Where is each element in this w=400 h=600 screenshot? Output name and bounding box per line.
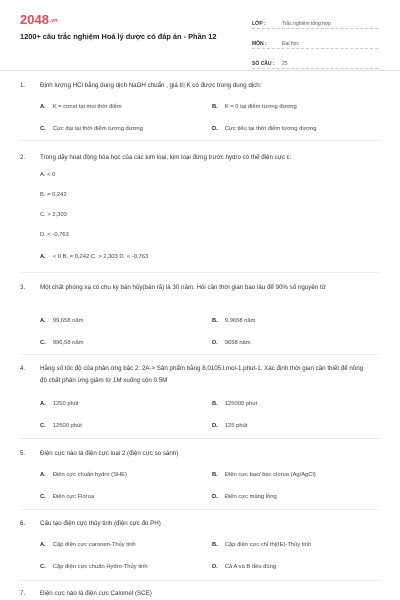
document-title: 1200+ câu trắc nghiệm Hoá lý dược có đáp án - Phần 12 xyxy=(20,32,217,41)
option-a[interactable] xyxy=(40,254,148,260)
question-body: Cấu tạo điện cực thủy tinh (điện cực đo PH) xyxy=(40,520,161,527)
question-divider xyxy=(20,509,380,510)
option-label: C. xyxy=(40,494,46,500)
choice-line-c: C. > 2,303 xyxy=(40,212,67,218)
option-b[interactable] xyxy=(212,318,255,324)
option-c[interactable] xyxy=(40,494,94,500)
option-label: B. xyxy=(212,472,218,478)
option-text: < 0 B. = 0,242 C. > 2,303 D. < -0,763 xyxy=(52,254,149,260)
option-text: 12500 phút xyxy=(52,423,82,429)
option-label: A. xyxy=(40,254,46,260)
option-text: Điện cực chuẩn hydro (SHE) xyxy=(52,472,127,478)
option-b[interactable] xyxy=(212,401,257,407)
option-text: 9658 năm xyxy=(224,340,251,346)
option-label: A. xyxy=(40,104,46,110)
choice-line-b: B. = 0,242 xyxy=(40,192,67,198)
question-divider xyxy=(20,272,380,273)
question-divider xyxy=(20,354,380,355)
option-label: B. xyxy=(212,104,218,110)
option-label: D. xyxy=(212,126,218,132)
option-text: 99,658 năm xyxy=(52,318,84,324)
option-label: D. xyxy=(212,340,218,346)
option-text: 1250 phút xyxy=(52,401,79,407)
meta-row-class xyxy=(252,13,378,29)
option-a[interactable] xyxy=(40,401,79,407)
option-c[interactable] xyxy=(40,340,83,346)
option-label: A. xyxy=(40,401,46,407)
option-c[interactable] xyxy=(40,423,82,429)
option-label: B. xyxy=(212,318,218,324)
option-c[interactable] xyxy=(40,564,148,570)
option-label: C. xyxy=(40,564,46,570)
option-text: 125000 phút xyxy=(224,401,258,407)
option-b[interactable] xyxy=(212,104,297,110)
meta-key: SỐ CÂU : xyxy=(252,61,275,67)
question-number: 6. xyxy=(20,520,26,527)
option-text: Điện cực bạc/ bạc clorua (Ag/AgCl) xyxy=(224,472,316,478)
option-label: A. xyxy=(40,318,46,324)
question-divider xyxy=(20,140,380,141)
option-text: Cặp điện cực caronen-Thủy tinh xyxy=(52,542,136,548)
option-label: D. xyxy=(212,423,218,429)
option-label: B. xyxy=(212,542,218,548)
logo-tld: .vn xyxy=(49,17,58,24)
option-d[interactable] xyxy=(212,423,247,429)
question-body: Điện cực nào là điện cực Calomel (SCE) xyxy=(40,590,152,597)
option-text: 9,9658 năm xyxy=(224,318,256,324)
choice-line-a: A. < 0 xyxy=(40,172,56,178)
option-c[interactable] xyxy=(40,126,143,132)
option-text: K = 0 tại điểm tương đương xyxy=(224,104,297,110)
question-number: 3. xyxy=(20,284,26,291)
option-label: C. xyxy=(40,126,46,132)
header-divider xyxy=(0,70,400,71)
option-text: Cặp điện cực chỉ thị(IE)-Thủy tinh xyxy=(224,542,312,548)
option-label: B. xyxy=(212,401,218,407)
question-number: 5. xyxy=(20,450,26,457)
question-number: 1. xyxy=(20,82,26,89)
option-label: D. xyxy=(212,564,218,570)
question-body: Trong dãy hoạt động hóa học của các kim loại, kim loại đứng trước hydro có thế điện cực ε: xyxy=(40,154,292,161)
option-text: 996,58 năm xyxy=(52,340,84,346)
option-text: Điện cực màng lỏng xyxy=(224,494,277,500)
option-b[interactable] xyxy=(212,472,316,478)
option-label: A. xyxy=(40,472,46,478)
logo-name: 2048 xyxy=(20,12,49,27)
meta-row-count xyxy=(252,53,378,69)
document-meta xyxy=(252,13,378,73)
option-text: 125 phút xyxy=(224,423,248,429)
option-d[interactable] xyxy=(212,340,251,346)
question-body: Định lượng HCl bằng dung dịch NaOH chuẩn , giá trị K có được trong dung dịch: xyxy=(40,82,262,89)
option-text: K = const tại mọi thời điểm xyxy=(52,104,122,110)
question-divider xyxy=(20,438,380,439)
meta-row-subject xyxy=(252,33,378,49)
meta-value: 25 xyxy=(282,61,288,67)
question-divider xyxy=(20,580,380,581)
question-body: Hằng số tốc độ của phản ứng bậc 2: 2A-> Sản phẩm bằng 8,0105.l.mol-1.phut-1. Xác định thời gian cần thiết để nồng độ chất phản ứng giảm từ 1M xuống còn 0.5M xyxy=(40,365,364,384)
question-body: Điện cực nào là điện cực loại 2 (điện cực so sánh) xyxy=(40,450,179,457)
option-a[interactable] xyxy=(40,318,83,324)
question-number: 4. xyxy=(20,365,26,372)
option-a[interactable] xyxy=(40,542,136,548)
option-text: Cực tiểu tại thời điểm tương đương xyxy=(224,126,317,132)
option-d[interactable] xyxy=(212,126,317,132)
option-b[interactable] xyxy=(212,542,311,548)
option-a[interactable] xyxy=(40,472,127,478)
meta-value: Trắc nghiệm tổng hợp xyxy=(282,21,331,27)
option-text: Cặp điện cực chuẩn Hydro-Thủy tinh xyxy=(52,564,148,570)
option-label: A. xyxy=(40,542,46,548)
option-label: D. xyxy=(212,494,218,500)
question-number: 2. xyxy=(20,154,26,161)
option-text: Cả A và B đều đúng xyxy=(224,564,277,570)
option-text: Cực đại tại thời điểm tương đương xyxy=(52,126,143,132)
option-label: C. xyxy=(40,340,46,346)
meta-key: MÔN : xyxy=(252,41,267,47)
document-header xyxy=(0,0,400,70)
question-body: Một chất phóng xạ có chu kỳ bán hủy(bán rã) là 30 năm. Hỏi cần thời gian bao lâu để 90% số nguyên tử xyxy=(40,284,326,291)
question-number: 7. xyxy=(20,590,26,597)
option-text: Điện cực Florua xyxy=(52,494,95,500)
choice-line-d: D. < -0,763 xyxy=(40,232,69,238)
option-d[interactable] xyxy=(212,564,276,570)
option-a[interactable] xyxy=(40,104,122,110)
meta-value: Đại học xyxy=(282,41,299,47)
option-label: C. xyxy=(40,423,46,429)
option-d[interactable] xyxy=(212,494,277,500)
site-logo[interactable] xyxy=(20,12,57,27)
meta-key: LỚP : xyxy=(252,21,266,27)
